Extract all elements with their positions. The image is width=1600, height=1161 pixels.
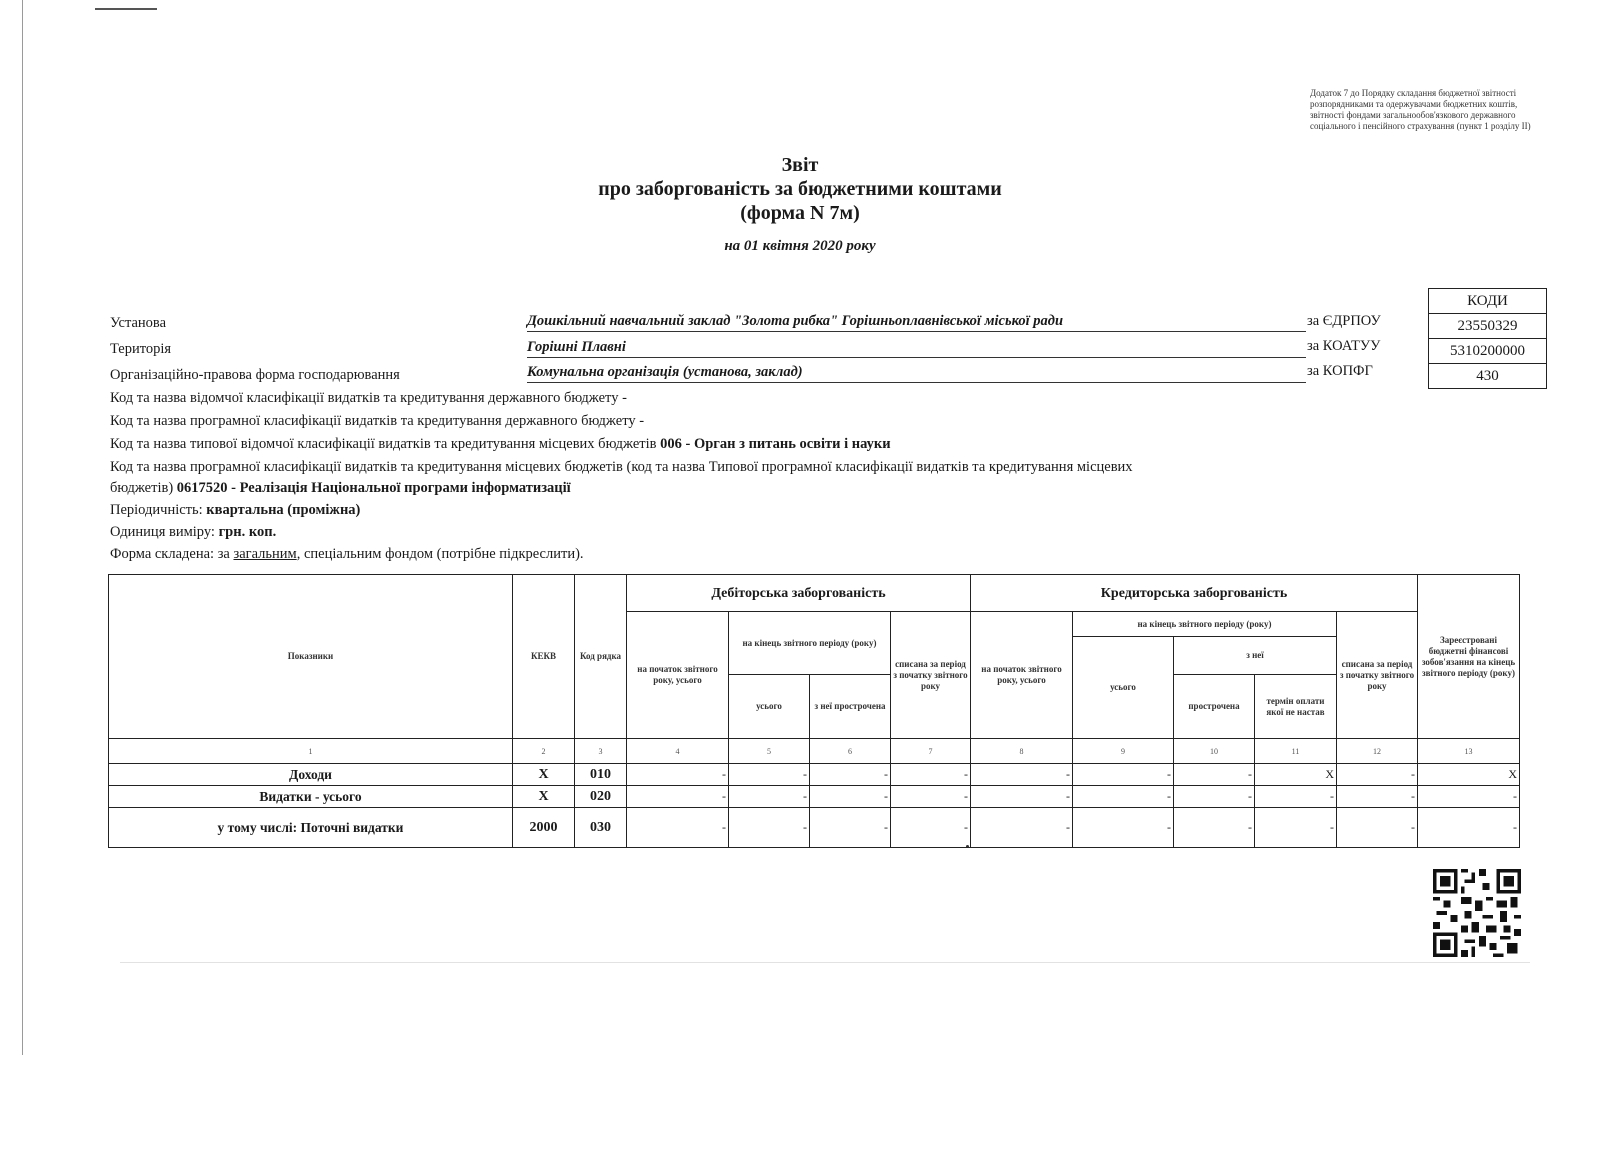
edrpou-code: 23550329 (1429, 314, 1547, 339)
edrpou-label: за ЄДРПОУ (1307, 313, 1381, 329)
header-credit-overdue: прострочена (1174, 675, 1255, 739)
header-credit-not-due: термін оплати якої не настав (1255, 675, 1337, 739)
row-code: 030 (575, 808, 627, 848)
territory-value: Горішні Плавні (527, 337, 1306, 358)
row-code: 020 (575, 786, 627, 808)
state-program-line: Код та назва програмної класифікації видатків та кредитування державного бюджету - (110, 413, 645, 429)
row-name: Доходи (109, 764, 513, 786)
header-debit-total: усього (729, 675, 810, 739)
periodicity-label: Періодичність: (110, 502, 203, 518)
row-kekv: 2000 (513, 808, 575, 848)
row-name: Видатки - усього (109, 786, 513, 808)
header-credit-total: усього (1073, 637, 1174, 739)
col-number: 2 (513, 739, 575, 764)
local-program-value: 0617520 - Реалізація Національної програми інформатизації (176, 480, 571, 496)
report-date: на 01 квітня 2020 року (724, 238, 876, 254)
territory-label: Територія (110, 341, 172, 357)
cell-value: - (1337, 764, 1418, 786)
cell-value: - (1174, 764, 1255, 786)
col-number: 5 (729, 739, 810, 764)
local-departmental-value: 006 - Орган з питань освіти і науки (660, 436, 891, 452)
header-credit: Кредиторська заборгованість (971, 575, 1418, 612)
cell-value: - (810, 764, 891, 786)
cell-value: - (1337, 808, 1418, 848)
header-debit-end-period: на кінець звітного періоду (року) (729, 612, 891, 675)
col-number: 12 (1337, 739, 1418, 764)
table-row (109, 808, 1520, 848)
col-number: 7 (891, 739, 971, 764)
report-subtitle: про заборгованість за бюджетними коштами (598, 178, 1002, 200)
cell-value: - (1418, 808, 1520, 848)
kopfg-code: 430 (1429, 364, 1547, 389)
header-debit-written-off: списана за період з початку звітного року (891, 612, 971, 739)
header-kekv: КЕКВ (513, 575, 575, 739)
koatuu-code: 5310200000 (1429, 339, 1547, 364)
scan-mark (95, 8, 157, 10)
row-kekv: X (513, 786, 575, 808)
cell-value: - (729, 786, 810, 808)
cell-value: - (729, 808, 810, 848)
debt-report-table (108, 574, 1520, 848)
col-number: 3 (575, 739, 627, 764)
row-name: у тому числі: Поточні видатки (109, 808, 513, 848)
table-row (109, 764, 1520, 786)
local-departmental-line (110, 433, 1290, 455)
row-kekv: X (513, 764, 575, 786)
header-debit-overdue: з неї прострочена (810, 675, 891, 739)
cell-value: - (627, 786, 729, 808)
form-fund-line (110, 543, 1290, 565)
cell-value: - (971, 808, 1073, 848)
local-program-line-2 (110, 477, 1290, 499)
header-debit: Дебіторська заборгованість (627, 575, 971, 612)
koatuu-label: за КОАТУУ (1307, 338, 1381, 354)
cell-value: - (971, 764, 1073, 786)
col-number: 6 (810, 739, 891, 764)
col-number: 1 (109, 739, 513, 764)
row-code: 010 (575, 764, 627, 786)
cell-value: - (627, 808, 729, 848)
unit-label: Одиниця виміру: (110, 524, 215, 540)
local-departmental-label: Код та назва типової відомчої класифікації видатків та кредитування місцевих бюджетів (110, 436, 657, 452)
column-numbers-row (109, 739, 1520, 764)
cell-value: - (729, 764, 810, 786)
col-number: 9 (1073, 739, 1174, 764)
scan-fold-line (120, 962, 1530, 963)
cell-value: - (1174, 786, 1255, 808)
cell-value: - (1418, 786, 1520, 808)
header-indicators: Показники (109, 575, 513, 739)
header-credit-written-off: списана за період з початку звітного року (1337, 612, 1418, 739)
cell-value: - (891, 786, 971, 808)
cell-value: - (1255, 808, 1337, 848)
form-number: (форма N 7м) (740, 202, 860, 224)
cell-value: - (810, 786, 891, 808)
col-number: 8 (971, 739, 1073, 764)
cell-value: - (891, 808, 971, 848)
kopfg-label: за КОПФГ (1307, 363, 1373, 379)
cell-value: - (1174, 808, 1255, 848)
unit-value: грн. коп. (218, 524, 277, 540)
cell-value: - (1255, 786, 1337, 808)
institution-label: Установа (110, 315, 167, 331)
cell-value: - (810, 808, 891, 848)
header-row-code: Код рядка (575, 575, 627, 739)
cell-value: - (971, 786, 1073, 808)
cell-value: X (1418, 764, 1520, 786)
col-number: 13 (1418, 739, 1520, 764)
header-credit-end-period: на кінець звітного періоду (року) (1073, 612, 1337, 637)
cell-value: - (891, 764, 971, 786)
codes-header: КОДИ (1429, 289, 1547, 314)
col-number: 10 (1174, 739, 1255, 764)
form-fund-general: загальним (233, 546, 297, 562)
state-departmental-line: Код та назва відомчої класифікації видатків та кредитування державного бюджету - (110, 390, 627, 406)
unit-line (110, 521, 1290, 543)
cell-value: - (627, 764, 729, 786)
local-program-label: бюджетів) (110, 480, 174, 496)
form-fund-rest: , спеціальним фондом (потрібне підкреслити). (296, 546, 584, 562)
codes-table (1428, 288, 1547, 389)
header-debit-beginning: на початок звітного року, усього (627, 612, 729, 739)
cell-value: - (1073, 786, 1174, 808)
cell-value: - (1073, 764, 1174, 786)
periodicity-value: квартальна (проміжна) (206, 502, 361, 518)
col-number: 11 (1255, 739, 1337, 764)
appendix-note: Додаток 7 до Порядку складання бюджетної звітності розпорядниками та одержувачами бюджетних коштів, звітності фондами загальнообов'язкового державного соціального і пенсійного страхування (пункт 1 розділу II) (1310, 88, 1531, 131)
institution-value: Дошкільний навчальний заклад "Золота рибка" Горішньоплавнівської міської ради (527, 311, 1306, 332)
report-title: Звіт (781, 154, 819, 176)
local-program-line-1: Код та назва програмної класифікації видатків та кредитування місцевих бюджетів (код та назва Типової програмної класифікації видатків та кредитування місцевих (110, 459, 1133, 475)
periodicity-line (110, 499, 1290, 521)
table-row (109, 786, 1520, 808)
cell-value: - (1337, 786, 1418, 808)
header-registered: Зареєстровані бюджетні фінансові зобов'язання на кінець звітного періоду (року) (1418, 575, 1520, 739)
legal-form-value: Комунальна організація (установа, заклад) (527, 362, 1306, 383)
header-credit-beginning: на початок звітного року, усього (971, 612, 1073, 739)
cell-value: X (1255, 764, 1337, 786)
form-fund-label: Форма складена: за (110, 546, 230, 562)
col-number: 4 (627, 739, 729, 764)
cell-value: - (1073, 808, 1174, 848)
header-credit-of-it: з неї (1174, 637, 1337, 675)
legal-form-label: Організаційно-правова форма господарювання (110, 367, 400, 383)
qr-code-icon (1433, 869, 1521, 957)
